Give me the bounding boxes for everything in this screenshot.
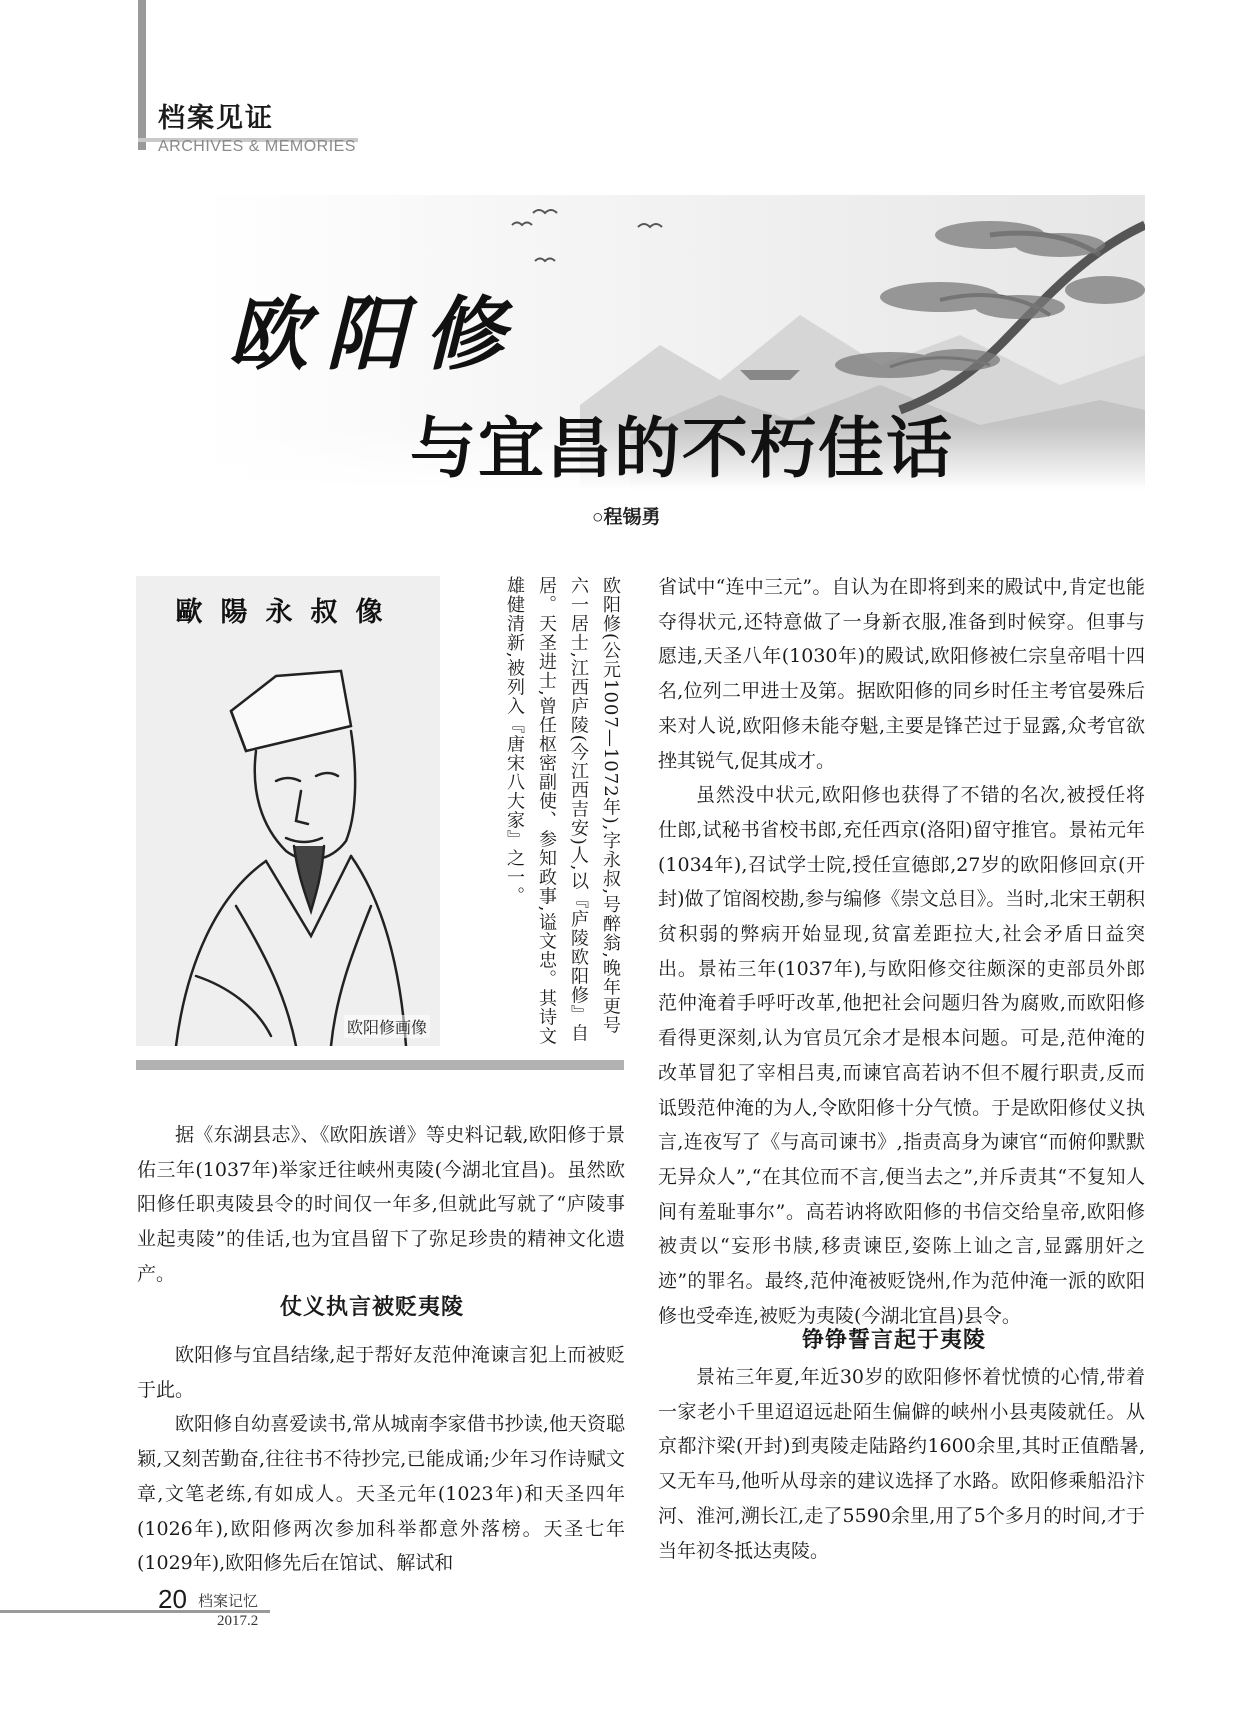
portrait-biography-caption: 欧阳修(公元1007—1072年),字永叔,号醉翁,晚年更号六一居士,江西庐陵(今江西吉安)人,以『庐陵欧阳修』自居。天圣进士,曾任枢密副使、参知政事,谥文忠。其诗文雄健清新,被列入『唐宋八大家』之一。	[504, 576, 621, 1046]
section-title: 档案见证	[158, 103, 274, 134]
right-column-body-2	[658, 1360, 1145, 1568]
paragraph-3: 省试中“连中三元”。自认为在即将到来的殿试中,肯定也能夺得状元,还特意做了一身新衣服,准备到时候穿。但事与愿违,天圣八年(1030年)的殿试,欧阳修被仁宗皇帝唱十四名,位列二甲进士及第。据欧阳修的同乡时任主考官晏殊后来对人说,欧阳修未能夺魁,主要是锋芒过于显露,众考官欲挫其锐气,促其成才。	[658, 576, 1145, 772]
paragraph-2: 欧阳修自幼喜爱读书,常从城南李家借书抄读,他天资聪颖,又刻苦勤奋,往往书不待抄完,已能成诵;少年习作诗赋文章,文笔老练,有如成人。天圣元年(1023年)和天圣四年(1026年),欧阳修两次参加科举都意外落榜。天圣七年(1029年),欧阳修先后在馆试、解试和	[137, 1413, 625, 1575]
portrait-caption: 欧阳修画像	[344, 1015, 430, 1038]
portrait-title: 歐陽永叔像	[175, 597, 401, 628]
section-subtitle: ARCHIVES & MEMORIES	[158, 138, 356, 155]
paragraph-1: 欧阳修与宜昌结缘,起于帮好友范仲淹谏言犯上而被贬于此。	[137, 1344, 625, 1401]
right-column-body	[658, 570, 1145, 1333]
article-title-line1: 欧阳修	[228, 287, 522, 381]
paragraph-5: 景祐三年夏,年近30岁的欧阳修怀着忧愤的心情,带着一家老小千里迢迢远赴陌生偏僻的峡州小县夷陵就任。从京都汴梁(开封)到夷陵走陆路约1600余里,其时正值酷暑,又无车马,他听从母亲的建议选择了水路。欧阳修乘船沿汴河、淮河,溯长江,走了5590余里,用了5个多月的时间,才于当年初冬抵达夷陵。	[658, 1366, 1145, 1562]
portrait-image	[136, 576, 440, 1046]
article-title-line2: 与宜昌的不朽佳话	[410, 409, 954, 487]
section-heading-1: 仗义执言被贬夷陵	[280, 1294, 465, 1319]
portrait-drawing	[136, 576, 440, 1046]
magazine-name: 档案记忆	[198, 1592, 259, 1610]
left-column-body	[137, 1338, 625, 1581]
paragraph-4: 虽然没中状元,欧阳修也获得了不错的名次,被授任将仕郎,试秘书省校书郎,充任西京(洛阳)留守推官。景祐元年(1034年),召试学士院,授任宣德郎,27岁的欧阳修回京(开封)做了馆阁校勘,参与编修《崇文总目》。当时,北宋王朝积贫积弱的弊病开始显现,贫富差距拉大,社会矛盾日益突出。景祐三年(1037年),与欧阳修交往颇深的吏部员外郎范仲淹着手呼吁改革,他把社会问题归咎为腐败,而欧阳修看得更深刻,认为官员冗余才是根本问题。可是,范仲淹的改革冒犯了宰相吕夷,而谏官高若讷不但不履行职责,反而诋毁范仲淹的为人,令欧阳修十分气愤。于是欧阳修仗义执言,连夜写了《与高司谏书》,指责高身为谏官“而俯仰默默无异众人”,“在其位而不言,便当去之”,并斥责其“不复知人间有羞耻事尔”。高若讷将欧阳修的书信交给皇帝,欧阳修被责以“妄形书牍,移责谏臣,姿陈上讪之言,显露朋奸之迹”的罪名。最终,范仲淹被贬饶州,作为范仲淹一派的欧阳修也受牵连,被贬为夷陵(今湖北宜昌)县令。	[658, 784, 1145, 1327]
page-number: 20	[158, 1584, 187, 1614]
section-heading-2: 铮铮誓言起于夷陵	[802, 1327, 987, 1352]
intro-text: 据《东湖县志》、《欧阳族谱》等史料记载,欧阳修于景佑三年(1037年)举家迁往峡州夷陵(今湖北宜昌)。虽然欧阳修任职夷陵县令的时间仅一年多,但就此写就了“庐陵事业起夷陵”的佳话,也为宜昌留下了弥足珍贵的精神文化遗产。	[137, 1124, 625, 1285]
caption-divider	[136, 1060, 624, 1070]
header-accent-bar	[138, 0, 146, 150]
issue-number: 2017.2	[217, 1613, 259, 1629]
intro-paragraph	[137, 1118, 625, 1292]
article-author: ○程锡勇	[592, 507, 661, 528]
